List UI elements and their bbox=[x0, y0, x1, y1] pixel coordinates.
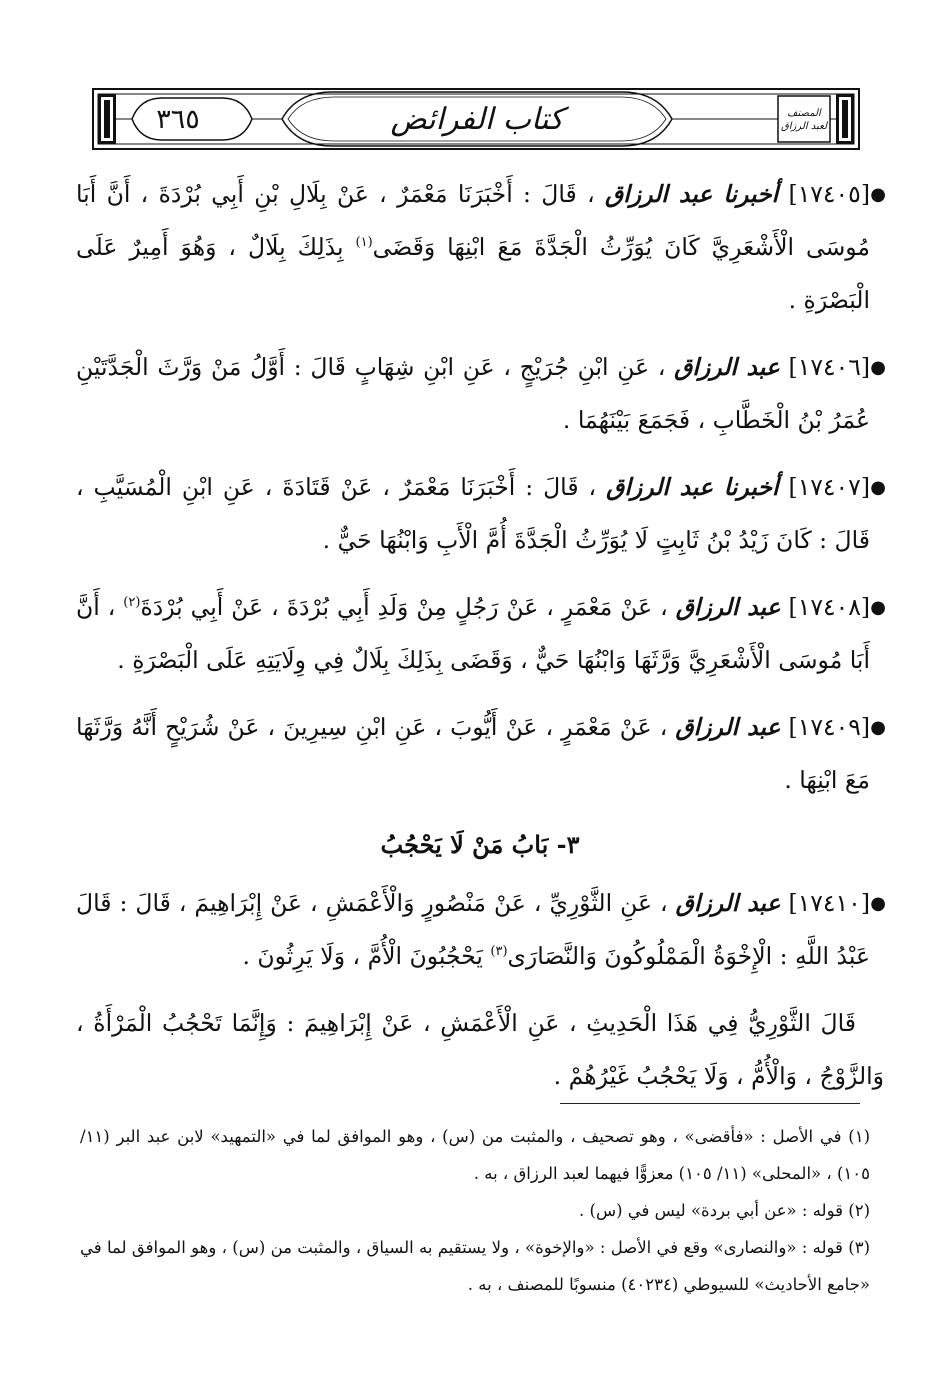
hadith-number: [١٧٤٠٧] bbox=[788, 473, 870, 501]
hadith-text-cont: بِذَلِكَ بِلَالٌ ، وَهُوَ أَمِيرٌ عَلَى الْبَصْرَةِ . bbox=[76, 233, 870, 314]
hadith-number: [١٧٤١٠] bbox=[788, 889, 870, 917]
hadith-entry bbox=[76, 581, 884, 687]
bullet-icon: ● bbox=[870, 477, 886, 498]
emblem-line-1: المصنف bbox=[787, 108, 821, 119]
hadith-text-cont: ، أَنَّ أَبَا مُوسَى الْأَشْعَرِيَّ وَرَّثَهَا وَابْنُهَا حَيٌّ ، وَقَضَى بِذَلِكَ بِلَالٌ فِي وِلَايَتِهِ عَلَى الْبَصْرَةِ . bbox=[76, 593, 870, 674]
hadith-source: عبد الرزاق bbox=[674, 353, 780, 381]
footnote-ref: (٣) bbox=[490, 944, 508, 960]
footnote: (١) في الأصل : «فأقضى» ، وهو تصحيف ، والمثبت من (س) ، وهو الموافق لما في «التمهيد» لابن عبد البر (١١/ ١٠٥) ، «المحلى» (١١/ ١٠٥) معزوًّا فيهما لعبد الرزاق ، به . bbox=[80, 1127, 870, 1183]
emblem-line-2: لعبد الرزاق bbox=[780, 121, 828, 132]
hadith-text: ، عَنِ ابْنِ جُرَيْجٍ ، عَنِ ابْنِ شِهَابٍ قَالَ : أَوَّلُ مَنْ وَرَّثَ الْجَدَّتَيْنِ عُمَرُ بْنُ الْخَطَّابِ ، فَجَمَعَ بَيْنَهُمَا . bbox=[76, 353, 870, 434]
footnote-ref: (٢) bbox=[123, 595, 141, 611]
hadith-text-cont: يَحْجُبُونَ الْأُمَّ ، وَلَا يَرِثُونَ . bbox=[242, 942, 491, 970]
bullet-icon: ● bbox=[870, 717, 886, 738]
hadith-text: ، عَنْ مَعْمَرٍ ، عَنْ رَجُلٍ مِنْ وَلَدِ أَبِي بُرْدَةَ ، عَنْ أَبِي بُرْدَةَ bbox=[140, 593, 668, 621]
hadith-entry bbox=[76, 461, 884, 567]
page-number: ٣٦٥ bbox=[156, 103, 200, 135]
main-text bbox=[76, 168, 884, 1103]
closing-paragraph: قَالَ الثَّوْرِيُّ فِي هَذَا الْحَدِيثِ ، عَنِ الْأَعْمَشِ ، عَنْ إِبْرَاهِيمَ : وَإِنَّمَا تَحْجُبُ الْمَرْأَةُ ، وَالزَّوْجُ ، وَالْأُمُّ ، وَلَا يَحْجُبُ غَيْرُهُمْ . bbox=[76, 1009, 884, 1090]
hadith-entry bbox=[76, 168, 884, 327]
footnote-separator bbox=[560, 1103, 860, 1104]
page-header bbox=[92, 88, 860, 150]
footnotes bbox=[80, 1118, 870, 1303]
hadith-source: أخبرنا عبد الرزاق bbox=[605, 180, 779, 208]
hadith-number: [١٧٤٠٩] bbox=[788, 713, 870, 741]
book-title: كتاب الفرائض bbox=[390, 101, 564, 137]
bullet-icon: ● bbox=[870, 893, 886, 914]
hadith-text: ، عَنِ الثَّوْرِيِّ ، عَنْ مَنْصُورٍ وَالْأَعْمَشِ ، عَنْ إِبْرَاهِيمَ ، قَالَ : قَالَ عَبْدُ اللَّهِ : الْإِخْوَةُ الْمَمْلُوكُونَ وَالنَّصَارَى bbox=[76, 889, 870, 970]
footnote-ref: (١) bbox=[355, 235, 373, 251]
hadith-source: عبد الرزاق bbox=[675, 889, 781, 917]
hadith-source: أخبرنا عبد الرزاق bbox=[606, 473, 779, 501]
bullet-icon: ● bbox=[870, 357, 886, 378]
footnote: (٣) قوله : «والنصارى» وقع في الأصل : «والإخوة» ، ولا يستقيم به السياق ، والمثبت من (س) ، وهو الموافق لما في «جامع الأحاديث» للسيوطي (٤٠٢٣٤) منسوبًا للمصنف ، به . bbox=[80, 1238, 870, 1294]
hadith-entry bbox=[76, 877, 884, 983]
hadith-number: [١٧٤٠٦] bbox=[788, 353, 870, 381]
hadith-number: [١٧٤٠٨] bbox=[788, 593, 871, 621]
hadith-source: عبد الرزاق bbox=[675, 593, 781, 621]
bullet-icon: ● bbox=[870, 597, 886, 618]
chapter-heading: ٣- بَابُ مَنْ لَا يَحْجُبُ bbox=[380, 830, 580, 859]
hadith-text: ، قَالَ : أَخْبَرَنَا مَعْمَرٌ ، عَنْ بِلَالِ بْنِ أَبِي بُرْدَةَ ، أَنَّ أَبَا مُوسَى الْأَشْعَرِيَّ كَانَ يُوَرِّثُ الْجَدَّةَ مَعَ ابْنِهَا وَقَضَى bbox=[76, 180, 870, 261]
hadith-text: ، قَالَ : أَخْبَرَنَا مَعْمَرٌ ، عَنْ قَتَادَةَ ، عَنِ ابْنِ الْمُسَيَّبِ ، قَالَ : كَانَ زَيْدُ بْنُ ثَابِتٍ لَا يُوَرِّثُ الْجَدَّةَ أُمَّ الْأَبِ وَابْنُهَا حَيٌّ . bbox=[76, 473, 870, 554]
hadith-source: عبد الرزاق bbox=[675, 713, 781, 741]
hadith-number: [١٧٤٠٥] bbox=[788, 180, 870, 208]
book-emblem bbox=[778, 100, 830, 140]
footnote: (٢) قوله : «عن أبي بردة» ليس في (س) . bbox=[579, 1201, 870, 1220]
hadith-entry bbox=[76, 701, 884, 807]
bullet-icon: ● bbox=[870, 184, 886, 205]
hadith-entry bbox=[76, 341, 884, 447]
hadith-text: ، عَنْ مَعْمَرٍ ، عَنْ أَيُّوبَ ، عَنِ ابْنِ سِيرِينَ ، عَنْ شُرَيْحٍ أَنَّهُ وَرَّثَهَا مَعَ ابْنِهَا . bbox=[76, 713, 870, 794]
